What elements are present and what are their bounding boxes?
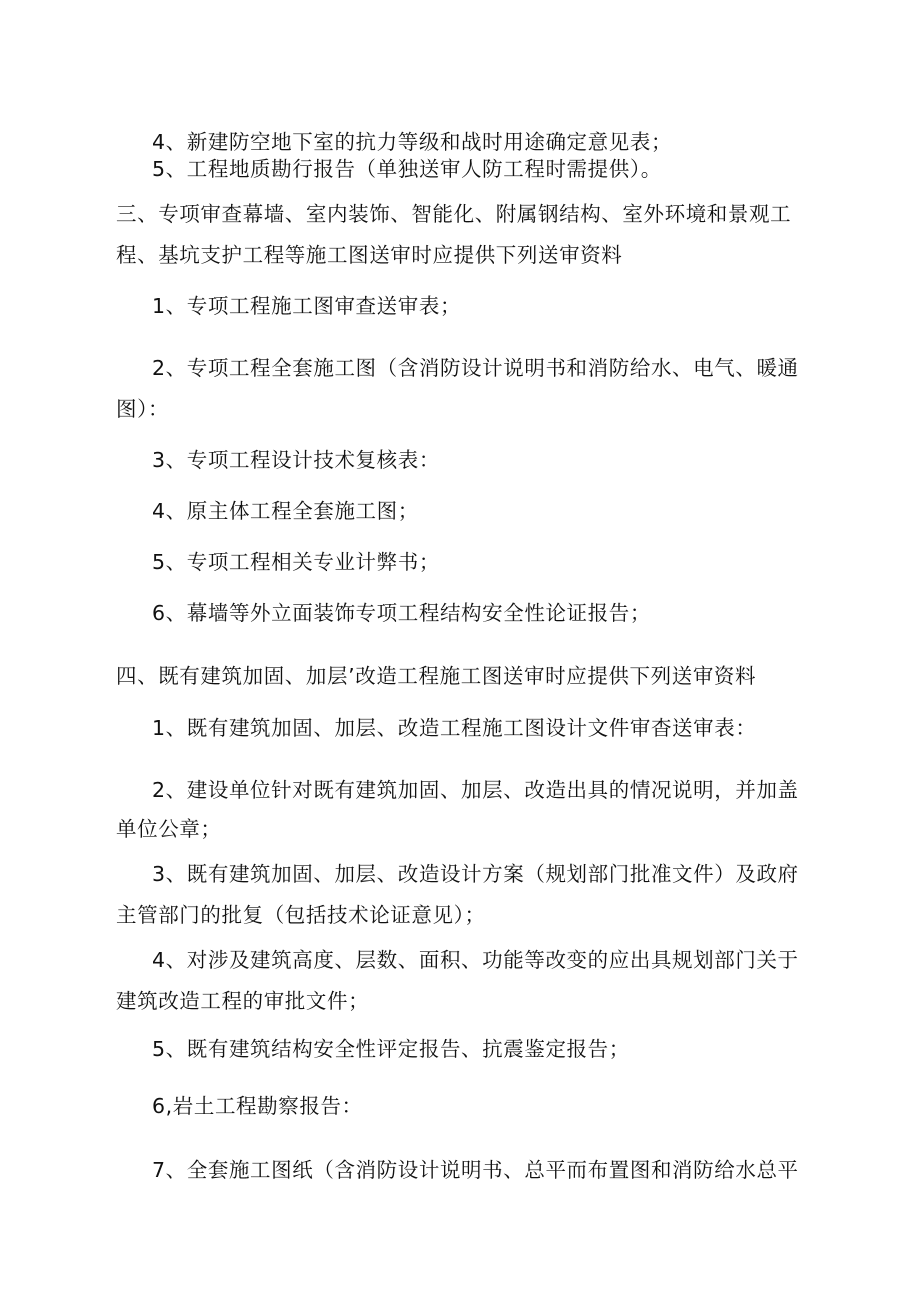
section4-item-2-line2: 单位公章； — [116, 817, 222, 841]
section3-item-1: 1、专项工程施工图审查送审表； — [152, 294, 462, 318]
section4-item-3-line2: 主管部门的批复（包括技术论证意见）； — [116, 903, 486, 927]
section3-item-5: 5、专项工程相关专业计弊书； — [152, 550, 440, 574]
section4-item-1: 1、既有建筑加固、加层、改造工程施工图设计文件审杳送审表： — [152, 716, 757, 740]
section4-heading: 四、既有建筑加固、加层’改造工程施工图送审时应提供下列送审资料 — [116, 664, 757, 688]
section4-item-7-line1: 7、全套施工图纸（含消防设计说明书、总平而布置图和消防给水总平 — [152, 1158, 799, 1182]
section4-item-4-line1: 4、对涉及建筑高度、层数、面积、功能等改变的应出具规划部门关于 — [152, 948, 799, 972]
section3-item-2-line2: 图）： — [116, 397, 170, 421]
section3-item-6: 6、幕墙等外立面装饰专项工程结构安全性论证报告； — [152, 601, 651, 625]
section3-heading-line2: 程、基坑支护工程等施工图送审时应提供下列送审资料 — [116, 243, 623, 267]
section4-item-5: 5、既有建筑结构安全性评定报告、抗震鉴定报告； — [152, 1037, 630, 1061]
section3-heading-line1: 三、专项审查幕墙、室内装饰、智能化、附属钢结构、室外环境和景观工 — [116, 202, 792, 226]
section2-item-4: 4、新建防空地下室的抗力等级和战时用途确定意见表； — [152, 130, 673, 154]
section3-item-4: 4、原主体工程全套施工图； — [152, 499, 419, 523]
section4-item-3-line1: 3、既有建筑加固、加层、改造设计方案（规划部门批准文件）及政府 — [152, 862, 799, 886]
section4-item-4-line2: 建筑改造工程的审批文件； — [116, 989, 370, 1013]
section3-item-2-line1: 2、专项工程全套施工图（含消防设计说明书和消防给水、电气、暖通 — [152, 356, 799, 380]
section2-item-5: 5、工程地质勘行报告（单独送审人防工程时需提供）。 — [152, 157, 662, 181]
section4-item-2-line1: 2、建设单位针对既有建筑加固、加层、改造出具的情况说明，并加盖 — [152, 778, 799, 802]
section4-item-6: 6,岩土工程勘察报告： — [152, 1094, 363, 1118]
section3-item-3: 3、专项工程设计技术复核表： — [152, 448, 440, 472]
